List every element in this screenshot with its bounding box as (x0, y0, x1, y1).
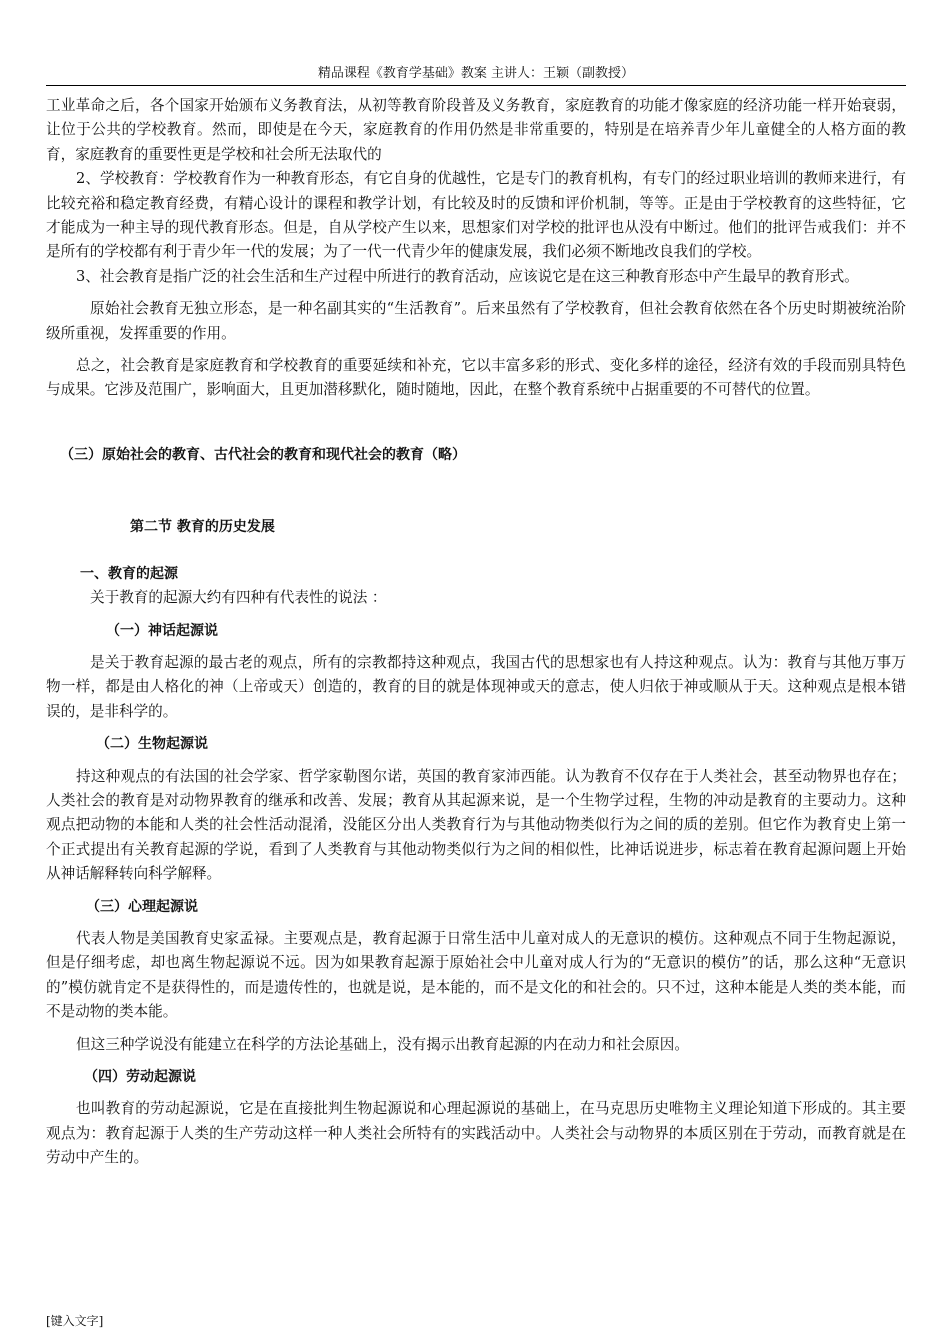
paragraph-three-theories-summary: 但这三种学说没有能建立在科学的方法论基础上，没有揭示出教育起源的内在动力和社会原因。 (76, 1035, 689, 1053)
paragraph-psychological-origin: 代表人物是美国教育史家孟禄。主要观点是，教育起源于日常生活中儿童对成人的无意识的模仿。这种观点不同于生物起源说，但是仔细考虑，却也离生物起源说不远。因为如果教育起源于原始社会中儿童对成人行为的“无意识的模仿”的话，那么这种“无意识的”模仿就肯定不是获得性的，而是遗传性的，也就是说，是本能的，而不是文化的和社会的。只不过，这种本能是人类的类本能，而不是动物的类本能。 (46, 929, 906, 1021)
page-header: 精品课程《教育学基础》教案 主讲人：王颖（副教授） (46, 66, 906, 86)
subheading-myth-origin: （一）神话起源说 (106, 622, 218, 639)
subheading-biological-origin: （二）生物起源说 (96, 736, 208, 753)
origin-intro: 关于教育的起源大约有四种有代表性的说法 ： (90, 589, 387, 607)
section-heading-3: （三）原始社会的教育、古代社会的教育和现代社会的教育（略） (60, 446, 466, 463)
paragraph-labor-origin: 也叫教育的劳动起源说，它是在直接批判生物起源说和心理起源说的基础上，在马克思历史唯物主义理论知道下形成的。其主要观点为：教育起源于人类的生产劳动这样一种人类社会所特有的实践活动中。人类社会与动物界的本质区别在于劳动，而教育就是在劳动中产生的。 (46, 1100, 906, 1167)
paragraph-social-education: 3、社会教育是指广泛的社会生活和生产过程中所进行的教育活动，应该说它是在这三种教育形态中产生最早的教育形式。 (76, 267, 859, 285)
heading-origin-of-education: 一、教育的起源 (80, 565, 178, 582)
section-heading-chapter-2: 第二节 教育的历史发展 (130, 519, 275, 536)
subheading-labor-origin: （四）劳动起源说 (84, 1069, 196, 1085)
paragraph-summary: 总之，社会教育是家庭教育和学校教育的重要延续和补充，它以丰富多彩的形式、变化多样的途径，经济有效的手段而别具特色与成果。它涉及范围广，影响面大，且更加潜移默化，随时随地，因此，在整个教育系统中占据重要的不可替代的位置。 (46, 357, 906, 399)
document-body (46, 94, 906, 1171)
paragraph-biological-origin: 持这种观点的有法国的社会学家、哲学家勒图尔诺，英国的教育家沛西能。认为教育不仅存在于人类社会，甚至动物界也存在；人类社会的教育是对动物界教育的继承和改善、发展；教育从其起源来说，是一个生物学过程，生物的冲动是教育的主要动力。这种观点把动物的本能和人类的社会性活动混淆，没能区分出人类教育行为与其他动物类似行为之间的质的差别。但它作为教育史上第一个正式提出有关教育起源的学说，看到了人类教育与其他动物类似行为之间的相似性，比神话说进步，标志着在教育起源问题上开始从神话解释转向科学解释。 (46, 767, 906, 883)
paragraph-school-education: 2、学校教育：学校教育作为一种教育形态，有它自身的优越性，它是专门的教育机构，有专门的经过职业培训的教师来进行，有比较充裕和稳定教育经费，有精心设计的课程和教学计划，有比较及时的反馈和评价机制，等等。正是由于学校教育的这些特征，它才能成为一种主导的现代教育形态。但是，自从学校产生以来，思想家们对学校的批评也从没有中断过。他们的批评告戒我们：并不是所有的学校都有利于青少年一代的发展；为了一代一代青少年的健康发展，我们必须不断地改良我们的学校。 (46, 170, 906, 261)
page-footer: [键入文字] (46, 1314, 104, 1328)
subheading-psychological-origin: （三）心理起源说 (86, 898, 198, 915)
paragraph-family-education-end: 工业革命之后，各个国家开始颁布义务教育法，从初等教育阶段普及义务教育，家庭教育的功能才像家庭的经济功能一样开始衰弱，让位于公共的学校教育。然而，即使是在今天，家庭教育的作用仍然是非常重要的，特别是在培养青少年儿童健全的人格方面的教育，家庭教育的重要性更是学校和社会所无法取代的 (46, 97, 906, 163)
paragraph-myth-origin: 是关于教育起源的最古老的观点，所有的宗教都持这种观点，我国古代的思想家也有人持这种观点。认为：教育与其他万事万物一样，都是由人格化的神（上帝或天）创造的，教育的目的就是体现神或天的意志，使人归依于神或顺从于天。这种观点是根本错误的，是非科学的。 (46, 653, 906, 720)
paragraph-primitive-social-education: 原始社会教育无独立形态，是一种名副其实的“生活教育”。后来虽然有了学校教育，但社会教育依然在各个历史时期被统治阶级所重视，发挥重要的作用。 (46, 300, 906, 342)
